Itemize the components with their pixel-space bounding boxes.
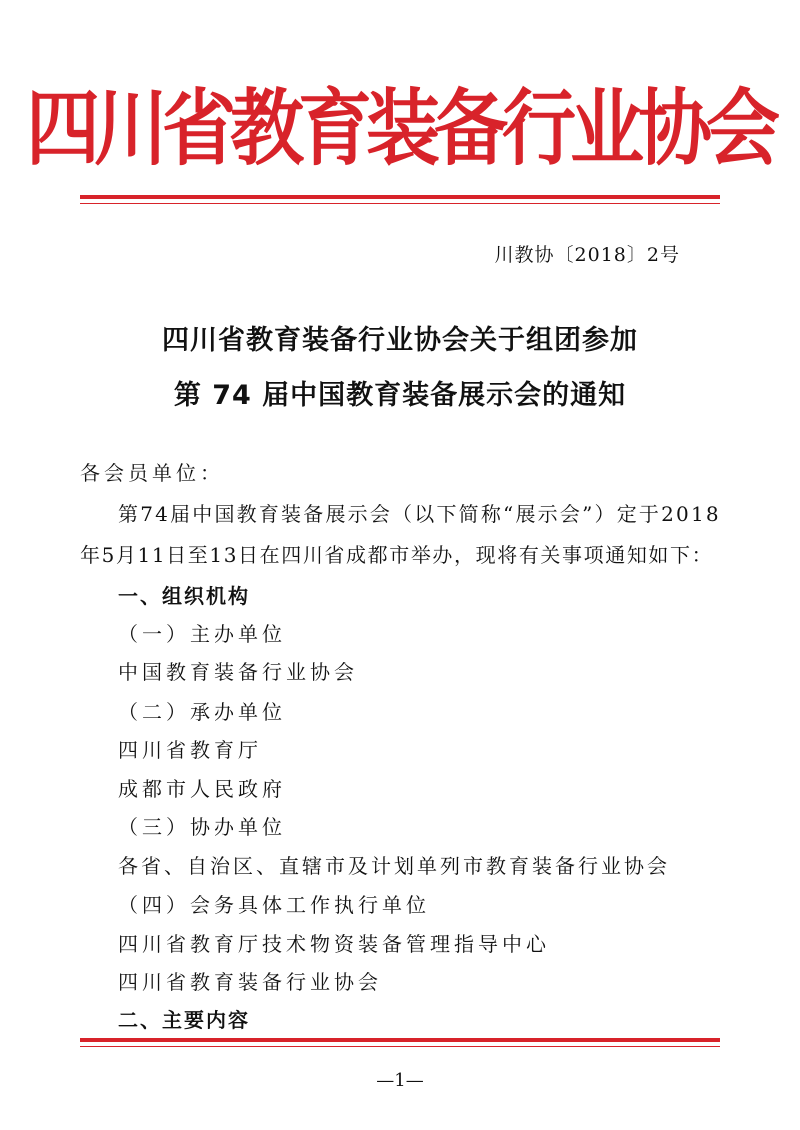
notice-title-line2: 第 74 届中国教育装备展示会的通知 — [173, 380, 627, 411]
co-organizer-name: 各省、自治区、直辖市及计划单列市教育装备行业协会 — [118, 854, 670, 878]
organizer-name-2: 成都市人民政府 — [118, 777, 286, 801]
letterhead-rule-thick — [80, 195, 720, 199]
host-name: 中国教育装备行业协会 — [118, 660, 358, 684]
executor-name-1: 四川省教育厅技术物资装备管理指导中心 — [118, 932, 550, 956]
section1-heading: 一、组织机构 — [118, 584, 250, 608]
host-heading: （一）主办单位 — [118, 622, 286, 646]
organizer-name-1: 四川省教育厅 — [118, 738, 262, 762]
footer-rule-thick — [80, 1038, 720, 1042]
salutation: 各会员单位： — [80, 461, 224, 485]
footer-rule-thin — [80, 1046, 720, 1047]
page-number: —1— — [376, 1070, 424, 1091]
intro-paragraph-line1: 第74届中国教育装备展示会（以下简称“展示会”）定于2018 — [118, 502, 721, 526]
letterhead-rule-thin — [80, 203, 720, 204]
notice-title-line1: 四川省教育装备行业协会关于组团参加 — [162, 325, 638, 356]
intro-paragraph-line2: 年5月11日至13日在四川省成都市举办，现将有关事项通知如下： — [80, 543, 714, 567]
executor-name-2: 四川省教育装备行业协会 — [118, 970, 382, 994]
executor-heading: （四）会务具体工作执行单位 — [118, 893, 430, 917]
organizer-heading: （二）承办单位 — [118, 700, 286, 724]
document-number: 川教协〔2018〕2号 — [494, 244, 680, 266]
co-organizer-heading: （三）协办单位 — [118, 815, 286, 839]
letterhead-title: 四川省教育装备行业协会 — [26, 80, 774, 178]
section2-heading: 二、主要内容 — [118, 1008, 250, 1032]
